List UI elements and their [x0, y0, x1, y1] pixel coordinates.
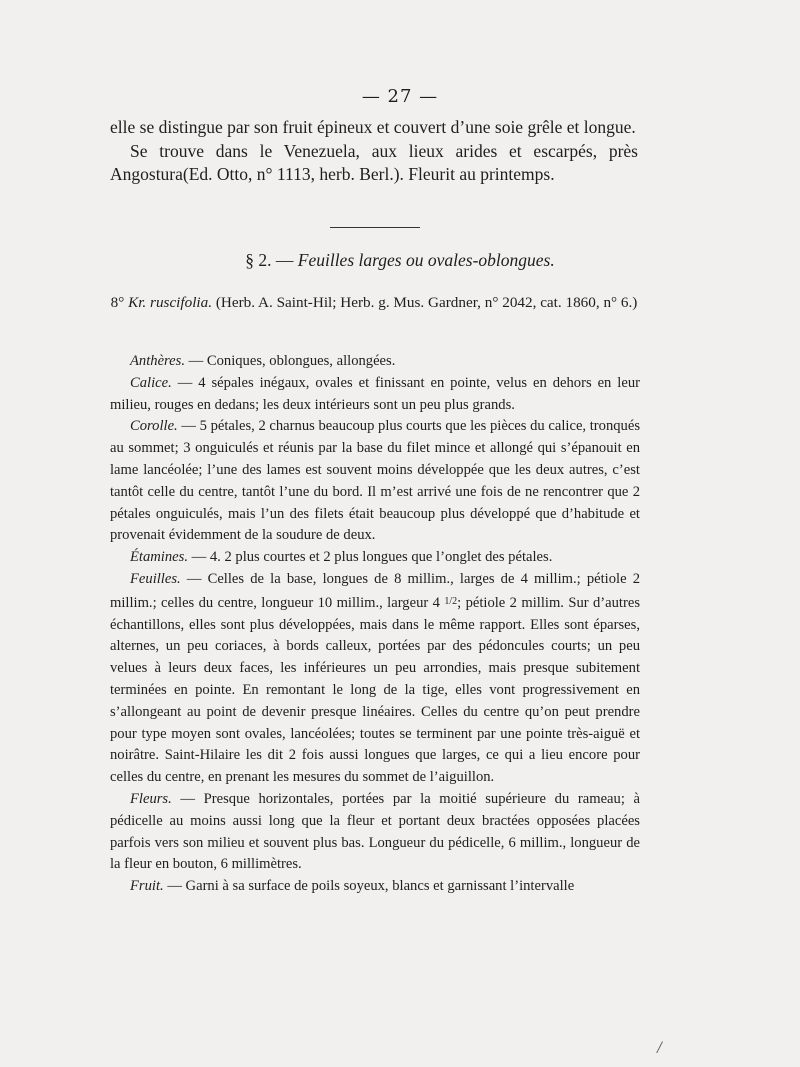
description-fruit [110, 876, 640, 898]
section-heading [0, 250, 800, 271]
intro-text [110, 116, 638, 187]
section-divider [330, 227, 420, 228]
description-feuilles [110, 569, 640, 789]
description-text: — Garni à sa surface de poils soyeux, blancs et garnissant l’intervalle [167, 878, 575, 895]
description-label: Corolle. [130, 418, 178, 435]
description-antheres [110, 351, 640, 373]
description-text: — 5 pétales, 2 charnus beaucoup plus courts que les pièces du calice, tronqués au sommet; 3 onguiculés et réunis par la base du filet mince et allongé qui s’épanouit en lame lancéolée; l’une des lames est souvent moins développée que les deux autres, c’est tantôt celle du centre, tantôt l’une du bord. Il m’est arrivé une fois de ne rencontrer que 2 pétales onguiculés, mais l’un des filets était beaucoup plus développé que d’habitude et provenait évidemment de la soudure de deux. [110, 418, 640, 544]
species-number: 8° [110, 294, 125, 311]
intro-paragraph-1: elle se distingue par son fruit épineux et couvert d’une soie grêle et longue. [110, 117, 636, 137]
description-text: ; pétiole 2 millim. Sur d’autres échantillons, elles sont plus développées, mais dans le même rapport. Elles sont éparses, alternes, un peu coriaces, à bords calleux, portées par des pédoncules courts; un peu velues à leurs deux faces, les inférieures un peu arrondies, mais presque subitement terminées en pointe. En remontant le long de la tige, elles vont progressivement en s’allongeant au point de devenir presque linéaires. Celles du centre qu’on peut prendre pour type moyen sont ovales, lancéolées; toutes se terminent par une pointe très-aiguë et noirâtre. Saint-Hilaire les dit 2 fois aussi longues que larges, ce qui a lieu encore pour celles du centre, en prenant les mesures du sommet de l’aiguillon. [110, 594, 641, 786]
description-calice [110, 373, 640, 417]
description-label: Fruit. [130, 878, 164, 895]
page-number: — 27 — [361, 86, 439, 107]
description-label: Fleurs. [130, 790, 172, 807]
description-text: — Coniques, oblongues, allongées. [188, 353, 396, 369]
description-text: — Celles de la base, longues de 8 millim., larges de 4 millim.; pétiole 2 millim.; celles du centre, longueur 10 millim., largeur 4 [110, 570, 640, 611]
section-title: Feuilles larges ou ovales-oblongues. [297, 250, 555, 270]
description-text: — 4 sépales inégaux, ovales et finissant en pointe, velus en dehors en leur milieu, rouges en dedans; les deux intérieurs sont un peu plus grands. [110, 374, 640, 413]
species-reference: (Herb. A. Saint-Hil; Herb. g. Mus. Gardner, n° 2042, cat. 1860, n° 6.) [215, 294, 638, 311]
species-heading [110, 292, 638, 313]
intro-paragraph-2: Se trouve dans le Venezuela, aux lieux arides et escarpés, près Angostura(Ed. Otto, n° 1113, herb. Berl.). Fleurit au printemps. [110, 140, 638, 184]
description-text: — 4. 2 plus courtes et 2 plus longues que l’onglet des pétales. [191, 549, 553, 566]
description-text: — Presque horizontales, portées par la moitié supérieure du rameau; à pédicelle au moins aussi long que la fleur et portant deux bractées opposées placées parfois vers son milieu et souvent plus bas. Longueur du pédicelle, 6 millim., longueur de la fleur en bouton, 6 millimètres. [110, 790, 640, 873]
description-label: Calice. [130, 374, 172, 391]
margin-mark: / [657, 1040, 662, 1056]
description-label: Feuilles. [130, 570, 181, 587]
species-name: Kr. ruscifolia. [128, 294, 213, 311]
section-number: § 2. — [245, 250, 294, 270]
description-label: Anthères. [130, 353, 185, 369]
description-body [110, 351, 640, 898]
description-corolle [110, 416, 640, 547]
fraction: 1/2 [444, 595, 458, 607]
description-label: Étamines. [130, 549, 188, 566]
description-fleurs [110, 789, 640, 876]
description-etamines [110, 547, 640, 569]
